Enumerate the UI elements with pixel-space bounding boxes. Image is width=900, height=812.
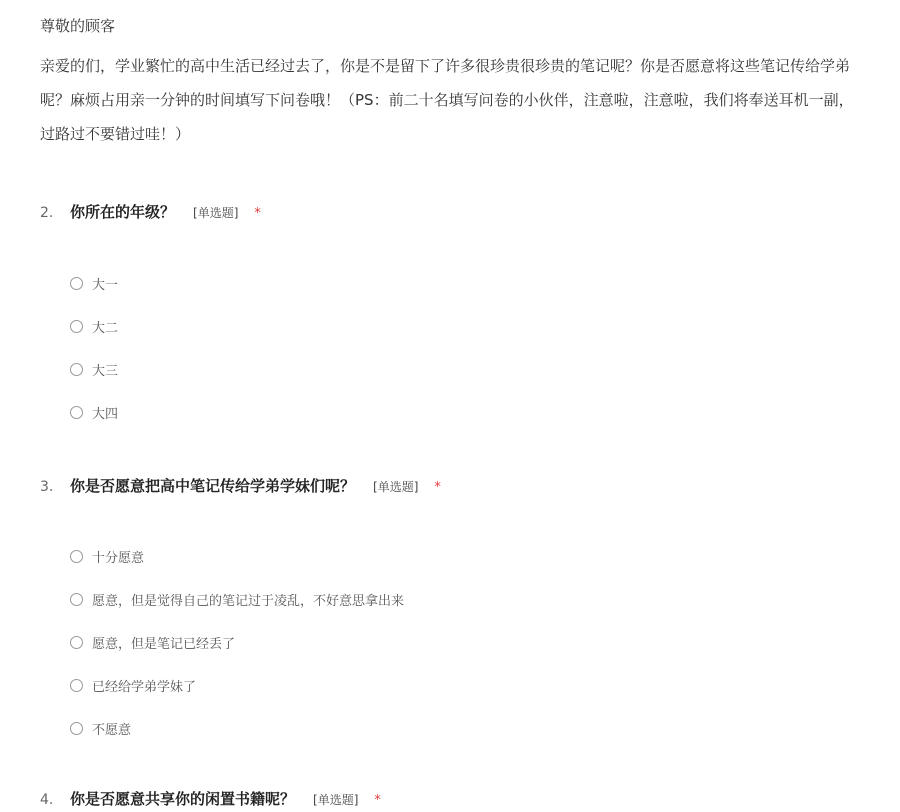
question-title: 你所在的年级？ (70, 203, 176, 221)
required-marker: * (254, 206, 261, 221)
option-already-given[interactable] (70, 675, 196, 695)
option-label[interactable]: 已经给学弟学妹了 (92, 679, 197, 695)
option-grade-2[interactable] (70, 316, 118, 336)
radio-button[interactable] (70, 320, 83, 333)
question-number: 2. (40, 205, 54, 221)
option-label[interactable]: 大三 (92, 363, 119, 379)
question-2 (40, 201, 261, 225)
question-header (40, 788, 381, 812)
option-label[interactable]: 十分愿意 (92, 550, 145, 566)
question-number: 3. (40, 479, 54, 495)
intro-paragraph (40, 49, 900, 151)
intro-line: 呢？麻烦占用亲一分钟的时间填写下问卷哦！（PS：前二十名填写问卷的小伙伴，注意啦，注意啦，我们将奉送耳机一副， (40, 91, 854, 109)
question-number: 4. (40, 792, 54, 808)
question-header (40, 201, 261, 225)
radio-button[interactable] (70, 406, 83, 419)
question-type-tag: [单选题] (313, 793, 359, 807)
intro-line: 过路过不要错过哇！） (40, 125, 191, 143)
option-label[interactable]: 大二 (92, 320, 119, 336)
option-grade-3[interactable] (70, 359, 118, 379)
option-very-willing[interactable] (70, 546, 144, 566)
question-type-tag: [单选题] (373, 480, 419, 494)
option-grade-1[interactable] (70, 273, 118, 293)
radio-button[interactable] (70, 593, 83, 606)
question-type-tag: [单选题] (193, 206, 239, 220)
question-3 (40, 475, 441, 499)
intro-line: 亲爱的们，学业繁忙的高中生活已经过去了，你是不是留下了许多很珍贵很珍贵的笔记呢？你是否愿意将这些笔记传给学弟 (40, 57, 851, 75)
radio-button[interactable] (70, 636, 83, 649)
option-label[interactable]: 大四 (92, 406, 119, 422)
option-label[interactable]: 不愿意 (92, 722, 132, 738)
question-4 (40, 788, 381, 812)
question-title: 你是否愿意把高中笔记传给学弟学妹们呢？ (70, 477, 356, 495)
option-unwilling[interactable] (70, 718, 131, 738)
option-grade-4[interactable] (70, 402, 118, 422)
option-willing-messy[interactable] (70, 589, 404, 609)
radio-button[interactable] (70, 277, 83, 290)
option-label[interactable]: 大一 (92, 277, 119, 293)
question-title: 你是否愿意共享你的闲置书籍呢？ (70, 790, 296, 808)
required-marker: * (374, 793, 381, 808)
question-header (40, 475, 441, 499)
radio-button[interactable] (70, 679, 83, 692)
option-willing-lost[interactable] (70, 632, 235, 652)
radio-button[interactable] (70, 722, 83, 735)
option-label[interactable]: 愿意，但是觉得自己的笔记过于凌乱，不好意思拿出来 (92, 593, 405, 609)
greeting-text: 尊敬的顾客 (40, 17, 116, 35)
required-marker: * (434, 480, 441, 495)
option-label[interactable]: 愿意，但是笔记已经丢了 (92, 636, 236, 652)
radio-button[interactable] (70, 363, 83, 376)
radio-button[interactable] (70, 550, 83, 563)
